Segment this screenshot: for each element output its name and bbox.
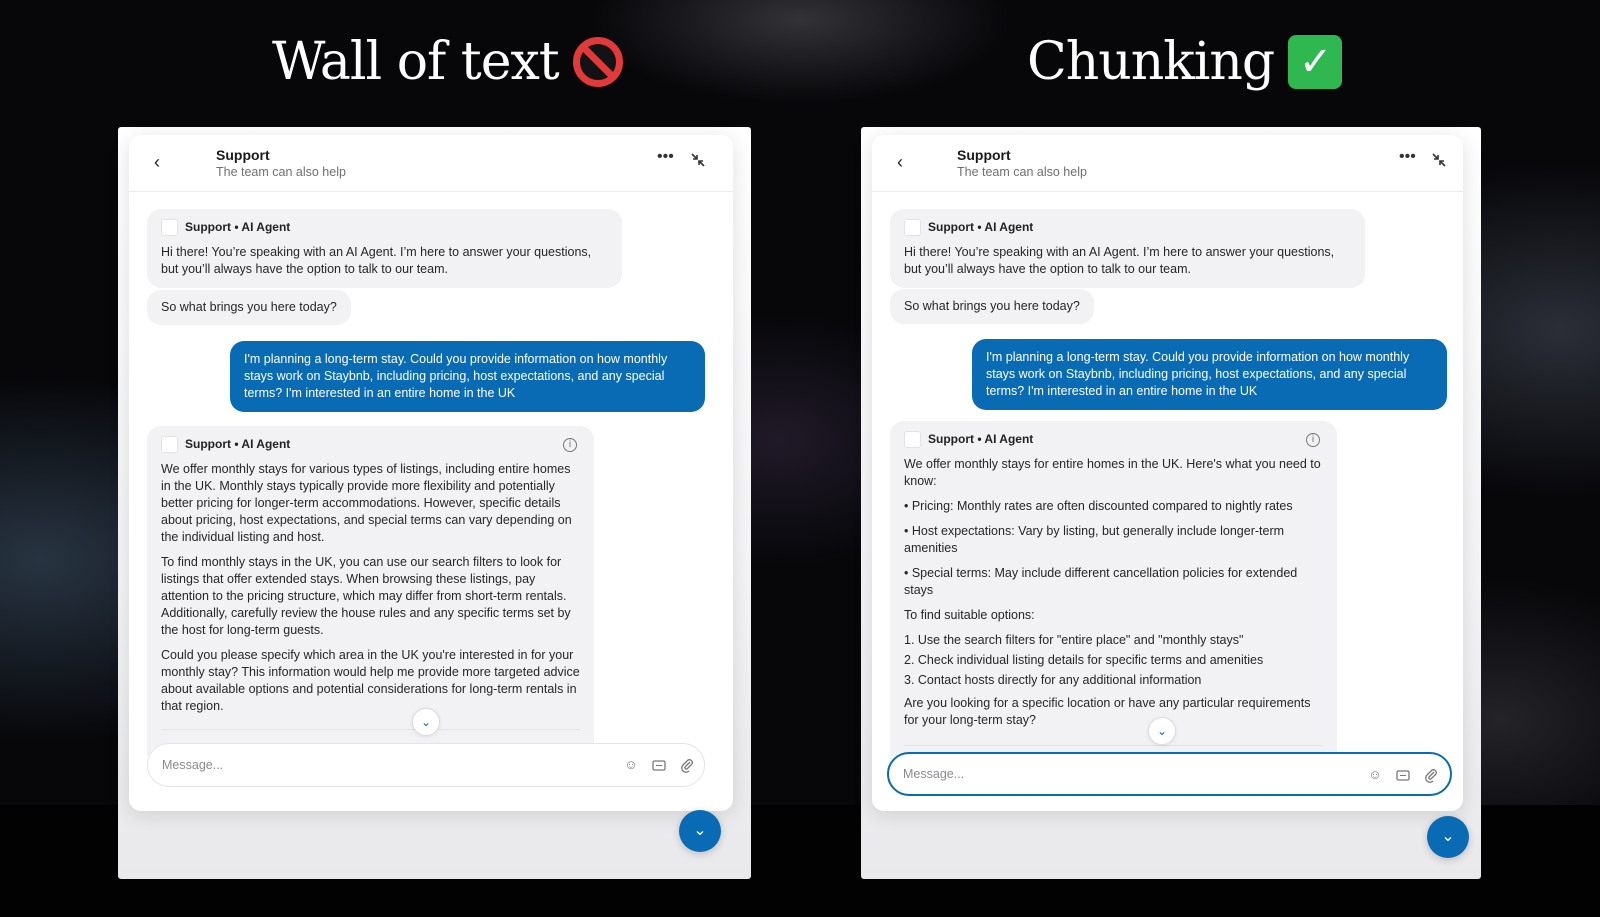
back-chevron-icon[interactable]: ‹	[897, 152, 903, 172]
bullet-item: • Special terms: May include different cancellation policies for extended stays	[904, 566, 1298, 597]
sender-row	[904, 431, 1323, 448]
greeting-bubble	[147, 209, 622, 288]
check-mark-emoji-icon: ✓	[1288, 35, 1342, 89]
reply-intro: We offer monthly stays for entire homes in the UK. Here's what you need to know:	[904, 457, 1321, 488]
agent-avatar	[904, 431, 921, 448]
sender-name: Support • AI Agent	[928, 432, 1034, 446]
chat-widget-left	[129, 135, 733, 811]
greeting-text: Hi there! You’re speaking with an AI Agent. I’m here to answer your questions, but you’ll always have the option to talk to our team.	[904, 245, 1335, 276]
chat-title: Support	[216, 147, 270, 163]
message-composer	[887, 752, 1452, 796]
sender-name: Support • AI Agent	[185, 437, 291, 451]
step-item: 3. Contact hosts directly for any additional information	[904, 673, 1202, 687]
gif-icon[interactable]	[1395, 767, 1411, 783]
step-item: 2. Check individual listing details for specific terms and amenities	[904, 653, 1264, 667]
user-message-text: I'm planning a long-term stay. Could you provide information on how monthly stays work on Staybnb, including pricing, host expectations, and any special terms? I'm interested in an entire home in the UK	[244, 352, 668, 400]
reply-paragraph: To find monthly stays in the UK, you can use our search filters to look for listings that offer extended stays. When browsing these listings, pay attention to the pricing structure, which may differ from short-term rentals. Additionally, carefully review the house rules and any specific terms set by the host for long-term guests.	[161, 555, 571, 637]
bullet-item: • Host expectations: Vary by listing, but generally include longer-term amenities	[904, 524, 1285, 555]
sender-name: Support • AI Agent	[185, 220, 291, 234]
followup-bubble	[147, 290, 351, 325]
reply-bubble	[890, 421, 1337, 761]
gif-icon[interactable]	[651, 757, 667, 773]
reply-paragraph: Could you please specify which area in the UK you're interested in for your monthly stay? This information would help me provide more targeted advice about available options and potential considerations for long-term rentals in that region.	[161, 648, 580, 713]
left-chat-frame	[118, 127, 751, 879]
user-message-bubble	[972, 339, 1447, 410]
user-message-text: I'm planning a long-term stay. Could you provide information on how monthly stays work on Staybnb, including pricing, host expectations, and any special terms? I'm interested in an entire home in the UK	[986, 350, 1410, 398]
message-composer	[147, 743, 705, 787]
bullet-item: • Pricing: Monthly rates are often discounted compared to nightly rates	[904, 499, 1293, 513]
message-input[interactable]	[162, 744, 551, 786]
sender-row	[161, 219, 608, 236]
scroll-to-bottom-button[interactable]: ⌄	[679, 810, 721, 852]
step-item: 1. Use the search filters for "entire place" and "monthly stays"	[904, 633, 1244, 647]
no-entry-emoji-icon	[573, 37, 623, 87]
message-input[interactable]	[903, 754, 1296, 794]
heading-left-text: Wall of text	[272, 32, 559, 92]
agent-avatar	[161, 219, 178, 236]
emoji-icon[interactable]: ☺	[1368, 767, 1382, 782]
followup-text: So what brings you here today?	[904, 299, 1080, 313]
greeting-text: Hi there! You’re speaking with an AI Agent. I’m here to answer your questions, but you’ll always have the option to talk to our team.	[161, 245, 592, 276]
scroll-down-chevron-icon[interactable]: ⌄	[412, 708, 440, 736]
scroll-to-bottom-button[interactable]: ⌄	[1427, 816, 1469, 858]
followup-bubble	[890, 289, 1094, 324]
scroll-down-chevron-icon[interactable]: ⌄	[1148, 717, 1176, 745]
more-options-icon[interactable]: •••	[657, 148, 674, 165]
chat-title: Support	[957, 147, 1011, 163]
heading-right-text: Chunking	[1027, 32, 1275, 92]
reply-bullet-list	[904, 498, 1323, 599]
attachment-icon[interactable]	[679, 757, 695, 773]
agent-avatar	[161, 436, 178, 453]
right-chat-frame	[861, 127, 1481, 879]
sender-name: Support • AI Agent	[928, 220, 1034, 234]
agent-avatar	[904, 219, 921, 236]
chat-subtitle: The team can also help	[957, 165, 1087, 179]
info-icon[interactable]: i	[563, 438, 577, 452]
reply-closing: Are you looking for a specific location or have any particular requirements for your long-term stay?	[904, 696, 1311, 727]
reply-paragraph: We offer monthly stays for various types of listings, including entire homes in the UK. Monthly stays typically provide more flexibility and potentially better pricing for longer-term accommodations. However, specific details about pricing, host expectations, and special terms can vary depending on the individual listing and host.	[161, 462, 572, 544]
chat-header	[129, 135, 733, 192]
sender-row	[161, 436, 580, 453]
heading-wall-of-text	[272, 32, 623, 92]
message-divider	[161, 729, 580, 730]
reply-steps-list	[904, 632, 1323, 689]
sender-row	[904, 219, 1351, 236]
attachment-icon[interactable]	[1423, 767, 1439, 783]
chat-widget-right	[872, 135, 1463, 811]
greeting-bubble	[890, 209, 1365, 288]
reply-bubble	[147, 426, 594, 756]
chat-subtitle: The team can also help	[216, 165, 346, 179]
back-chevron-icon[interactable]: ‹	[154, 152, 160, 172]
more-options-icon[interactable]: •••	[1399, 148, 1416, 165]
message-divider	[904, 745, 1323, 746]
chat-header	[872, 135, 1463, 192]
info-icon[interactable]: i	[1306, 433, 1320, 447]
followup-text: So what brings you here today?	[161, 300, 337, 314]
steps-intro: To find suitable options:	[904, 608, 1035, 622]
collapse-icon[interactable]	[690, 152, 706, 168]
collapse-icon[interactable]	[1431, 152, 1447, 168]
emoji-icon[interactable]: ☺	[624, 757, 638, 772]
user-message-bubble	[230, 341, 705, 412]
heading-chunking	[1027, 32, 1342, 92]
